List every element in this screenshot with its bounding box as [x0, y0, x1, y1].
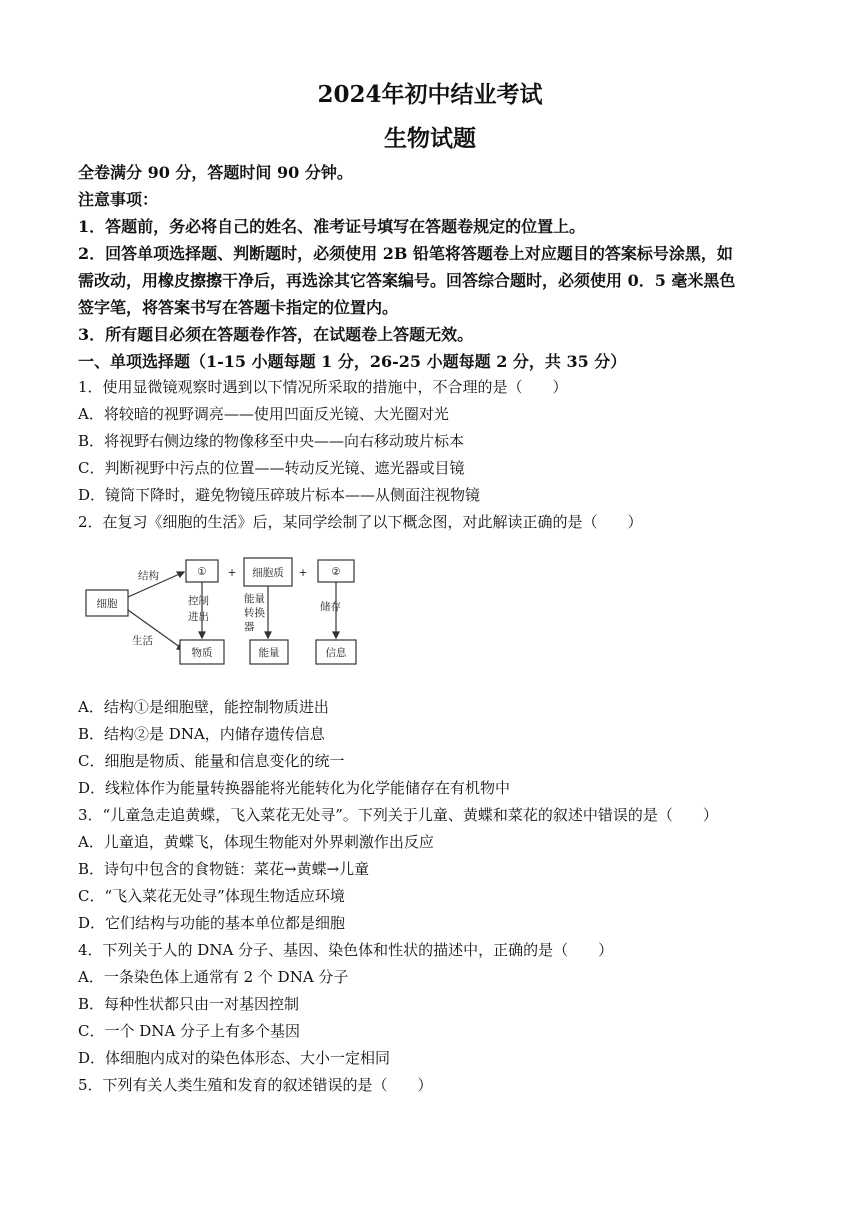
- question-1-option-a: A．将较暗的视野调亮——使用凹面反光镜、大光圈对光: [78, 405, 449, 423]
- cytoplasm-label: 细胞质: [252, 567, 284, 579]
- question-3-option-b: B．诗句中包含的食物链：菜花→黄蝶→儿童: [78, 860, 370, 878]
- converter-label-1: 能量: [244, 593, 265, 605]
- structure-arrow-label: 结构: [138, 570, 159, 582]
- store-arrowhead: [333, 632, 339, 638]
- question-1-option-b: B．将视野右侧边缘的物像移至中央——向右移动玻片标本: [78, 432, 465, 450]
- life-arrow-label: 生活: [132, 635, 153, 647]
- concept-map-diagram: [78, 552, 368, 678]
- question-3-option-d: D．它们结构与功能的基本单位都是细胞: [78, 914, 346, 932]
- info-label: 信息: [325, 647, 347, 659]
- notice-item-2-line-3: 签字笔，将答案书写在答题卡指定的位置内。: [78, 298, 399, 317]
- control-arrowhead: [199, 632, 205, 638]
- notice-item-2-line-2: 需改动，用橡皮擦擦干净后，再选涂其它答案编号。回答综合题时，必须使用 0．5 毫米黑色: [78, 271, 736, 290]
- question-2-option-b: B．结构②是 DNA，内储存遗传信息: [78, 725, 325, 743]
- question-4-stem: 4．下列关于人的 DNA 分子、基因、染色体和性状的描述中，正确的是（ ）: [78, 941, 614, 959]
- question-2-option-c: C．细胞是物质、能量和信息变化的统一: [78, 752, 345, 770]
- exam-title: 2024年初中结业考试: [317, 81, 543, 108]
- question-1-stem: 1．使用显微镜观察时遇到以下情况所采取的措施中，不合理的是（ ）: [78, 378, 568, 396]
- plus-sign-1: +: [227, 567, 237, 579]
- energy-label: 能量: [258, 647, 280, 659]
- question-1-option-d: D．镜筒下降时，避免物镜压碎玻片标本——从侧面注视物镜: [78, 486, 481, 504]
- exam-subtitle: 生物试题: [384, 125, 476, 152]
- section-heading: 一、单项选择题（1-15 小题每题 1 分，26-25 小题每题 2 分，共 35 分）: [78, 352, 627, 371]
- question-2-option-d: D．线粒体作为能量转换器能将光能转化为化学能储存在有机物中: [78, 779, 511, 797]
- notice-heading: 注意事项：: [78, 190, 159, 209]
- box-structure-1-label: ①: [197, 566, 207, 578]
- question-2-stem: 2．在复习《细胞的生活》后，某同学绘制了以下概念图，对此解读正确的是（ ）: [78, 513, 643, 531]
- score-time-note: 全卷满分 90 分，答题时间 90 分钟。: [78, 163, 353, 182]
- question-4-option-d: D．体细胞内成对的染色体形态、大小一定相同: [78, 1049, 391, 1067]
- question-4-option-b: B．每种性状都只由一对基因控制: [78, 995, 300, 1013]
- store-label: 储存: [320, 601, 341, 613]
- question-2-option-a: A．结构①是细胞壁，能控制物质进出: [78, 698, 329, 716]
- converter-label-2: 转换: [244, 607, 265, 619]
- energy-arrowhead: [265, 632, 271, 638]
- control-label-2: 进出: [188, 611, 209, 623]
- question-3-stem: 3．“儿童急走追黄蝶，飞入菜花无处寻”。下列关于儿童、黄蝶和菜花的叙述中错误的是（ ）: [78, 806, 718, 824]
- matter-label: 物质: [191, 647, 213, 659]
- plus-sign-2: +: [298, 567, 308, 579]
- cell-label: 细胞: [96, 598, 118, 610]
- question-3-option-a: A．儿童追，黄蝶飞，体现生物能对外界刺激作出反应: [78, 833, 434, 851]
- question-5-stem: 5．下列有关人类生殖和发育的叙述错误的是（ ）: [78, 1076, 433, 1094]
- box-structure-2-label: ②: [331, 566, 341, 578]
- notice-item-1: 1．答题前，务必将自己的姓名、准考证号填写在答题卷规定的位置上。: [78, 217, 586, 236]
- question-1-option-c: C．判断视野中污点的位置——转动反光镜、遮光器或目镜: [78, 459, 465, 477]
- question-3-option-c: C．“飞入菜花无处寻”体现生物适应环境: [78, 887, 345, 905]
- notice-item-3: 3．所有题目必须在答题卷作答，在试题卷上答题无效。: [78, 325, 474, 344]
- control-label-1: 控制: [188, 595, 209, 607]
- structure-arrowhead: [177, 572, 184, 577]
- question-4-option-a: A．一条染色体上通常有 2 个 DNA 分子: [78, 968, 349, 986]
- notice-item-2-line-1: 2．回答单项选择题、判断题时，必须使用 2B 铅笔将答题卷上对应题目的答案标号涂黑，如: [78, 244, 733, 263]
- converter-label-3: 器: [244, 621, 255, 633]
- question-4-option-c: C．一个 DNA 分子上有多个基因: [78, 1022, 300, 1040]
